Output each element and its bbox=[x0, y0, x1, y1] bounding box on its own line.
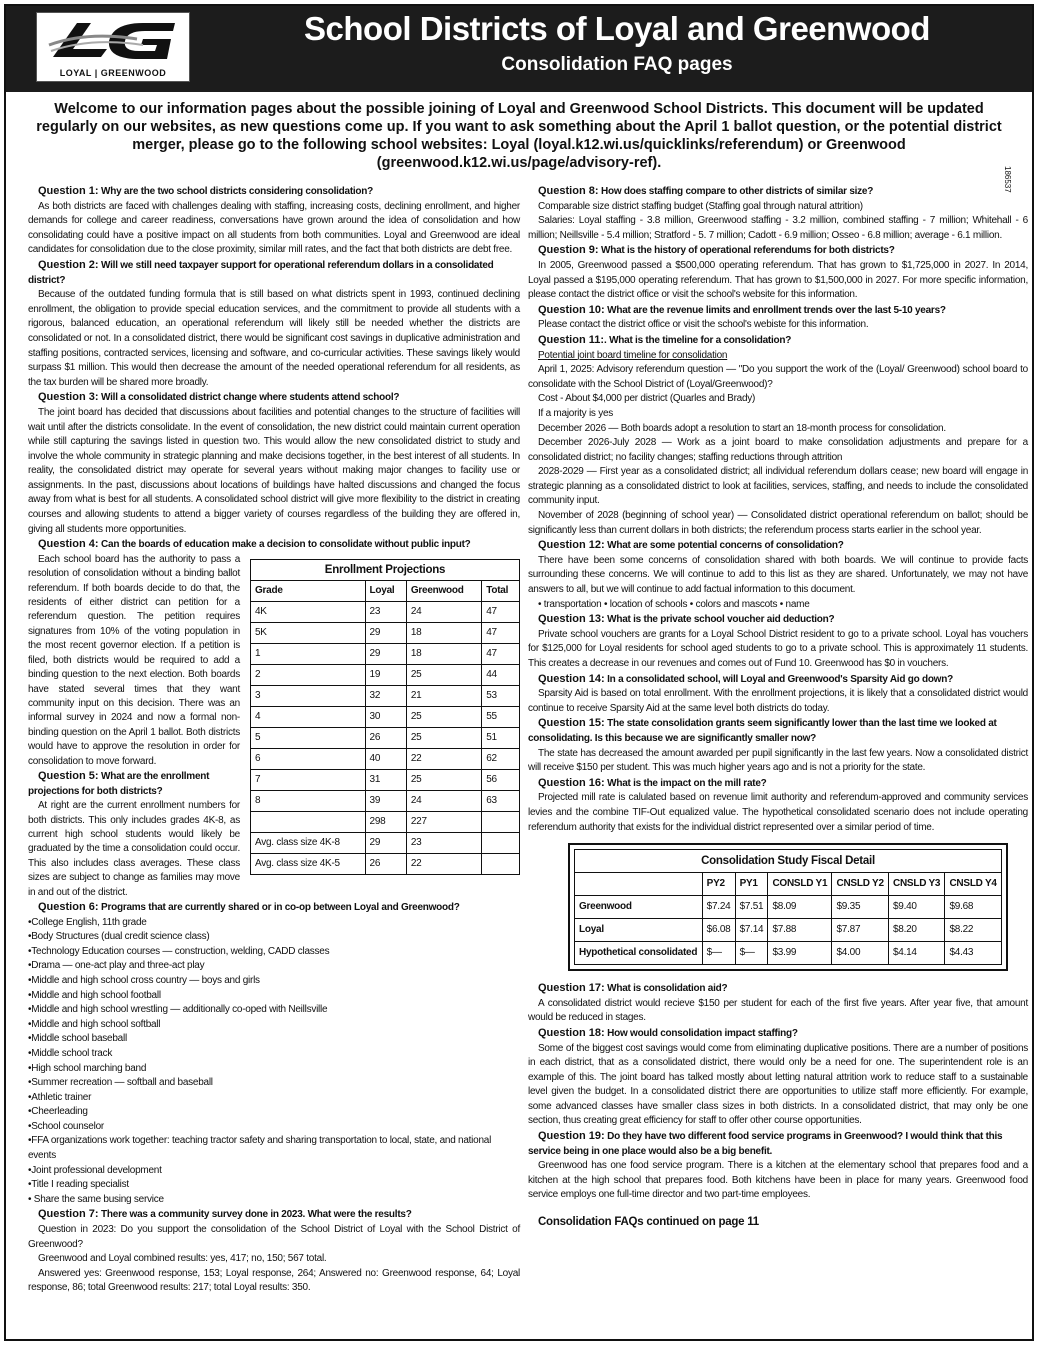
fiscal-header: CNSLD Y3 bbox=[888, 873, 944, 896]
question-15-heading: Question 15: The state consolidation grants seem significantly lower than the last time we looked at consolidating. Is this because we are significantly smaller now? bbox=[528, 717, 997, 744]
program-item: •Drama — one-act play and three-act play bbox=[28, 960, 205, 972]
fiscal-cell: $8.20 bbox=[888, 919, 944, 942]
fiscal-cell: $— bbox=[702, 942, 735, 965]
fiscal-cell: $7.51 bbox=[735, 896, 768, 919]
enrollment-rows bbox=[251, 601, 520, 874]
enrollment-table-title: Enrollment Projections bbox=[251, 559, 520, 580]
enrollment-projections-table bbox=[250, 559, 520, 875]
question-1-heading: Question 1: Why are the two school districts considering consolidation? bbox=[38, 185, 373, 197]
enrollment-cell bbox=[482, 832, 520, 853]
enrollment-cell: 32 bbox=[365, 685, 406, 706]
enrollment-cell: 22 bbox=[406, 748, 481, 769]
question-13-heading: Question 13: What is the private school voucher aid deduction? bbox=[538, 613, 835, 626]
question-4-heading: Question 4: Can the boards of education make a decision to consolidate without public input? bbox=[38, 538, 471, 551]
question-12-body: There have been some concerns of consolidation shared with both boards. We will continue to provide facts surrounding these concerns. We will continue to add to this list as they are shared. Unfortunately, we may not have answers to all, but we will continue to add factual information to this document. bbox=[528, 554, 1028, 596]
question-8-body-1: Comparable size district staffing budget (Staffing goal through natural attrition) bbox=[538, 200, 863, 212]
ad-code: 186537 bbox=[1003, 166, 1012, 193]
fiscal-cell: $9.40 bbox=[888, 896, 944, 919]
fiscal-detail-table bbox=[568, 843, 1008, 971]
fiscal-header: PY2 bbox=[702, 873, 735, 896]
question-16-heading: Question 16: What is the impact on the mill rate? bbox=[538, 776, 767, 789]
enrollment-cell: 30 bbox=[365, 706, 406, 727]
question-17-body: A consolidated district would recieve $150 per student for each of the first five years. After year five, that amount would be reduced in stages. bbox=[528, 997, 1028, 1024]
question-9-heading: Question 9: What is the history of operational referendums for both districts? bbox=[538, 244, 895, 257]
program-item: •Middle and high school football bbox=[28, 989, 161, 1001]
enrollment-cell: 8 bbox=[251, 790, 366, 811]
enrollment-cell: Avg. class size 4K-5 bbox=[251, 853, 366, 874]
question-3-body: The joint board has decided that discussions about facilities and potential changes to the structure of facilities will wait until after the districts consolidate. In the event of consolidation, the new district could maintain current operation while still capturing the savings listed in question two. This would allow the new consolidated district to study and involve the whole community in strategic planning and make decisions together, in the best interest of all students. In reality, the consolidated district may operate for several years without making major changes to facility use or assignments. In the past, discussions about locations of buildings have halted discussions and changed the focus away from what is best for all students. A consolidated school district will give more flexibility to the district in creating courses and allowing students to attend a bigger variety of courses regardless of the building they are offered in, giving all students more opportunities. bbox=[28, 406, 520, 535]
enrollment-cell: 18 bbox=[406, 622, 481, 643]
enrollment-cell: 4K bbox=[251, 601, 366, 622]
fiscal-cell: $4.00 bbox=[832, 942, 888, 965]
fiscal-cell: Hypothetical consolidated bbox=[575, 942, 703, 965]
question-2-heading: Question 2: Will we still need taxpayer support for operational referendum dollars in a consolidated district? bbox=[28, 258, 494, 286]
fiscal-header: PY1 bbox=[735, 873, 768, 896]
enrollment-cell: 3 bbox=[251, 685, 366, 706]
enrollment-cell: 23 bbox=[365, 601, 406, 622]
enrollment-cell: 63 bbox=[482, 790, 520, 811]
enrollment-cell: 6 bbox=[251, 748, 366, 769]
enrollment-cell bbox=[482, 853, 520, 874]
right-column bbox=[528, 184, 1028, 1230]
enrollment-cell: 26 bbox=[365, 727, 406, 748]
program-item: •Middle school baseball bbox=[28, 1033, 127, 1045]
fiscal-header: CNSLD Y2 bbox=[832, 873, 888, 896]
enrollment-row bbox=[251, 769, 520, 790]
program-item: •School counselor bbox=[28, 1120, 104, 1132]
enrollment-header: Grade bbox=[251, 580, 366, 601]
timeline-item: April 1, 2025: Advisory referendum question — "Do you support the work of the (Loyal/ Greenwood) school board to consolidate with the School District of (Loyal/Greenwood)? bbox=[528, 364, 1028, 390]
question-7-body-1: Question in 2023: Do you support the consolidation of the School District of Loyal with the School District of Greenwood? bbox=[28, 1224, 520, 1250]
concerns-list: • transportation • location of schools • colors and mascots • name bbox=[538, 598, 810, 610]
question-7-body-3: Answered yes: Greenwood response, 153; Loyal response, 264; Answered no: Greenwood response, 64; Loyal response, 86; total Greenwood results: 217; total Loyal results: 350. bbox=[28, 1267, 520, 1294]
question-18-body: Some of the biggest cost savings would come from eliminating duplicative positions. There are a number of positions in each district, that as a consolidated district, there would only be a need for one. The superintendent role is an example of this. The joint board has talked mostly about letting natural attrition work to reduce staff to a sustainable level given the budget. In a consolidated district there are opportunities to utilize staff more efficiently. For example, some advanced classes have smaller class sizes in both districts. In a consolidated district, that may only be one section, thus creating great efficiency for staff to offer other course opportunities. bbox=[528, 1042, 1028, 1127]
enrollment-cell: 5K bbox=[251, 622, 366, 643]
enrollment-cell: 227 bbox=[406, 811, 481, 832]
enrollment-cell: 62 bbox=[482, 748, 520, 769]
question-14-body: Sparsity Aid is based on total enrollment. With the enrollment projections, it is likely that a consolidated district would continue to receive Sparsity Aid at the same level both districts do today. bbox=[528, 688, 1028, 714]
enrollment-cell: 25 bbox=[406, 727, 481, 748]
program-item: •Joint professional development bbox=[28, 1164, 162, 1176]
masthead bbox=[6, 6, 1032, 92]
enrollment-header: Loyal bbox=[365, 580, 406, 601]
question-6-heading: Question 6: Programs that are currently shared or in co-op between Loyal and Greenwood? bbox=[38, 900, 460, 913]
timeline-item: December 2026 — Both boards adopt a resolution to start an 18-month process for consolidation. bbox=[538, 422, 946, 434]
timeline-item: December 2026-July 2028 — Work as a joint board to make consolidation adjustments and prepare for a consolidated district; no facility changes; staffing reductions through attrition bbox=[528, 437, 1028, 463]
enrollment-row bbox=[251, 643, 520, 664]
fiscal-header bbox=[575, 873, 703, 896]
question-7-body-2: Greenwood and Loyal combined results: yes, 417; no, 150; 567 total. bbox=[38, 1253, 327, 1265]
question-19-heading: Question 19: Do they have two different food service programs in Greenwood? I would think that this service being in one place would also be a big benefit. bbox=[528, 1130, 1003, 1157]
question-12-heading: Question 12: What are some potential concerns of consolidation? bbox=[538, 539, 844, 552]
question-19-body: Greenwood has one food service program. There is a kitchen at the elementary school that prepares food and a kitchen at the high school that prepares food. Both kitchens have been in place for many years. Greenwood food service employs one full-time director and two part-time employees. bbox=[528, 1160, 1028, 1201]
fiscal-cell: $6.08 bbox=[702, 919, 735, 942]
enrollment-cell: 47 bbox=[482, 643, 520, 664]
fiscal-cell: Loyal bbox=[575, 919, 703, 942]
question-15-body: The state has decreased the amount awarded per pupil significantly in the last few years. Now a consolidated district will receive $150 per student. This was much higher years ago and is not a priority for the state. bbox=[528, 747, 1028, 774]
fiscal-row bbox=[575, 942, 1002, 965]
fiscal-row bbox=[575, 896, 1002, 919]
question-18-heading: Question 18: How would consolidation impact staffing? bbox=[538, 1026, 798, 1039]
enrollment-cell: 26 bbox=[365, 853, 406, 874]
enrollment-header: Greenwood bbox=[406, 580, 481, 601]
enrollment-row bbox=[251, 685, 520, 706]
enrollment-cell: 19 bbox=[365, 664, 406, 685]
enrollment-cell: 47 bbox=[482, 601, 520, 622]
enrollment-cell: 47 bbox=[482, 622, 520, 643]
program-item: •Technology Education courses — construction, welding, CADD classes bbox=[28, 945, 330, 957]
timeline-list bbox=[528, 363, 1028, 538]
enrollment-cell: 51 bbox=[482, 727, 520, 748]
enrollment-cell: 2 bbox=[251, 664, 366, 685]
page-subtitle: Consolidation FAQ pages bbox=[501, 54, 733, 75]
faq-page bbox=[4, 4, 1034, 1341]
question-11-heading: Question 11:. What is the timeline for a consolidation? bbox=[538, 333, 792, 346]
timeline-item: November of 2028 (beginning of school year) — Consolidated district operational referendum on ballot; should be significantly less than current dollars in both districts; the referendum process starts earlier in the school year. bbox=[528, 510, 1028, 536]
fiscal-header: CNSLD Y4 bbox=[945, 873, 1002, 896]
question-10-heading: Question 10: What are the revenue limits and enrollment trends over the last 5-10 years? bbox=[538, 303, 946, 316]
enrollment-cell bbox=[251, 811, 366, 832]
enrollment-header: Total bbox=[482, 580, 520, 601]
fiscal-cell: $7.87 bbox=[832, 919, 888, 942]
fiscal-rows bbox=[575, 896, 1002, 965]
page-title: School Districts of Loyal and Greenwood bbox=[304, 10, 930, 47]
fiscal-cell: $7.24 bbox=[702, 896, 735, 919]
continued-note: Consolidation FAQs continued on page 11 bbox=[538, 1216, 759, 1229]
program-item: •Cheerleading bbox=[28, 1106, 88, 1118]
question-10-body: Please contact the district office or visit the school's webiste for this information. bbox=[538, 319, 869, 331]
enrollment-cell: 56 bbox=[482, 769, 520, 790]
fiscal-row bbox=[575, 919, 1002, 942]
timeline-item: 2028-2029 — First year as a consolidated district; all individual referendum dollars cease; new board will engage in strategic planning as a consolidated district to look at facilities, services, staffing, and needs to include the consolidated community input. bbox=[528, 466, 1028, 507]
logo-caption: LOYAL | GREENWOOD bbox=[59, 68, 167, 78]
fiscal-header-row bbox=[575, 873, 1002, 896]
enrollment-cell: 18 bbox=[406, 643, 481, 664]
enrollment-cell: 55 bbox=[482, 706, 520, 727]
program-item: •Summer recreation — softball and baseball bbox=[28, 1077, 213, 1089]
fiscal-header: CONSLD Y1 bbox=[768, 873, 832, 896]
enrollment-row bbox=[251, 601, 520, 622]
enrollment-cell: 25 bbox=[406, 769, 481, 790]
enrollment-cell bbox=[482, 811, 520, 832]
enrollment-cell: 24 bbox=[406, 601, 481, 622]
program-item: •Middle and high school cross country — boys and girls bbox=[28, 974, 260, 986]
question-5-heading: Question 5: What are the enrollment projections for both districts? bbox=[28, 769, 210, 797]
enrollment-cell: 29 bbox=[365, 832, 406, 853]
fiscal-cell: $4.14 bbox=[888, 942, 944, 965]
enrollment-cell: 40 bbox=[365, 748, 406, 769]
question-14-heading: Question 14: In a consolidated school, will Loyal and Greenwood's Sparsity Aid go down? bbox=[538, 672, 953, 685]
enrollment-row bbox=[251, 853, 520, 874]
question-3-heading: Question 3: Will a consolidated district change where students attend school? bbox=[38, 391, 400, 404]
enrollment-row bbox=[251, 706, 520, 727]
enrollment-cell: 22 bbox=[406, 853, 481, 874]
enrollment-row bbox=[251, 622, 520, 643]
enrollment-cell: 29 bbox=[365, 643, 406, 664]
enrollment-cell: 21 bbox=[406, 685, 481, 706]
enrollment-row bbox=[251, 811, 520, 832]
program-item: •Title I reading specialist bbox=[28, 1179, 129, 1191]
intro-text: Welcome to our information pages about the possible joining of Loyal and Greenwood School Districts. This document will be updated regularly on our websites, as new questions come up. If you want to ask something about the April 1 ballot question, or the potential district merger, please go to the following school websites: Loyal (loyal.k12.wi.us/quicklinks/referendum) or Greenwood (greenwood.k12.wi.us/page/advisory-ref). bbox=[36, 101, 1002, 171]
enrollment-cell: 4 bbox=[251, 706, 366, 727]
enrollment-cell: 44 bbox=[482, 664, 520, 685]
program-item: •Middle and high school wrestling — additionally co-oped with Neillsville bbox=[28, 1004, 328, 1016]
enrollment-cell: 23 bbox=[406, 832, 481, 853]
enrollment-cell: 7 bbox=[251, 769, 366, 790]
timeline-subheading: Potential joint board timeline for consolidation bbox=[538, 349, 728, 361]
enrollment-cell: 31 bbox=[365, 769, 406, 790]
program-item: •College English, 11th grade bbox=[28, 916, 147, 928]
enrollment-cell: Avg. class size 4K-8 bbox=[251, 832, 366, 853]
question-9-body: In 2005, Greenwood passed a $500,000 operating referendum. That has grown to $1,725,000 in 2027. In 2014, Loyal passed a $195,000 operating referendum. That has grown to $1,500,000 in 2027. For more specific information, please contact the district office or visit the school's website for this information. bbox=[528, 259, 1028, 301]
fiscal-table-title: Consolidation Study Fiscal Detail bbox=[575, 850, 1002, 873]
fiscal-cell: $8.22 bbox=[945, 919, 1002, 942]
question-8-body-2: Salaries: Loyal staffing - 3.8 million, Greenwood staffing - 3.2 million, combined staffing - 7 million; Whitehall - 6 million; Neillsville - 5.4 million; Stratford - 5. 7 million; Cadott - 6.9 million; Osseo - 6.8 million; average - 6.1 million. bbox=[528, 215, 1028, 241]
fiscal-cell: $8.09 bbox=[768, 896, 832, 919]
question-8-heading: Question 8: How does staffing compare to other districts of similar size? bbox=[538, 185, 874, 197]
program-item: •Athletic trainer bbox=[28, 1091, 92, 1103]
enrollment-row bbox=[251, 727, 520, 748]
enrollment-cell: 5 bbox=[251, 727, 366, 748]
question-5-body: At right are the current enrollment numbers for both districts. This only includes grades 4K-8, as current high school students would likely be graduated by the time a consolidation could occur. This also includes class averages. These class sizes are subject to change as families may move in and out of the district. bbox=[28, 800, 240, 898]
program-item: •Middle and high school softball bbox=[28, 1018, 161, 1030]
lg-logo-icon bbox=[47, 17, 181, 65]
enrollment-cell: 53 bbox=[482, 685, 520, 706]
enrollment-row bbox=[251, 790, 520, 811]
question-16-body: Projected mill rate is calulated based on revenue limit authority and referendum-approved and community services levies and the combine TIF-Out equalized value. The hypothetical consolidated scenario does not include operating referendum authority that exists for the individual district represented over a similar period of time. bbox=[528, 792, 1028, 833]
question-7-heading: Question 7: There was a community survey done in 2023. What were the results? bbox=[38, 1208, 412, 1221]
program-item: •Middle school track bbox=[28, 1047, 113, 1059]
question-2-body: Because of the outdated funding formula that is still based on what districts spent in 1993, continued declining enrollment, the obligation to provide special education services, and the commitment to provide all students with a rigorous, balanced education, an operational referendum will likely still be needed whether the districts are consolidated or not. In a consolidated district, there would be significant cost savings in duplicative administration and staffing positions, contracted services, licensing and software, and co-curricular activities. These savings likely would surpass $1 million. This would then decrease the amount of the needed operational referendum for all residents, as the tax burden will be shared more broadly. bbox=[28, 289, 520, 388]
question-17-heading: Question 17: What is consolidation aid? bbox=[538, 982, 728, 995]
question-4-body: Each school board has the authority to pass a resolution of consolidation without a binding ballot referendum. If both boards decide to do that, the residents of either district can petition for a referendum question. The petition requires signatures from 10% of the voting population in the most recent governor election. If a petition is filed, both districts would be required to add a binding question to the next election. Both boards have stated several times that they want community input on this decision. There was an informal survey in 2024 and now a formal non-binding question on the April 1 ballot. Both districts would have to approve the resolution in order for consolidation to move forward. bbox=[28, 553, 240, 767]
left-column bbox=[28, 184, 520, 1296]
enrollment-cell: 24 bbox=[406, 790, 481, 811]
question-13-body: Private school vouchers are grants for a Loyal School District resident to go to a private school. Loyal has vouchers for $125,000 for Loyal residents for school aged students to go to a private school. This is approximately 11 students. This creates a decrease in our revenues and comes out of Fund 10. Greenwood has $0 in vouchers. bbox=[528, 628, 1028, 669]
shared-programs-list bbox=[28, 916, 520, 1208]
fiscal-cell: $3.99 bbox=[768, 942, 832, 965]
enrollment-cell: 29 bbox=[365, 622, 406, 643]
enrollment-cell: 25 bbox=[406, 664, 481, 685]
program-item: • Share the same busing service bbox=[28, 1193, 164, 1205]
fiscal-cell: $— bbox=[735, 942, 768, 965]
enrollment-cell: 39 bbox=[365, 790, 406, 811]
enrollment-cell: 25 bbox=[406, 706, 481, 727]
enrollment-cell: 298 bbox=[365, 811, 406, 832]
program-item: •FFA organizations work together: teaching tractor safety and sharing transportation to local, state, and national events bbox=[28, 1135, 492, 1162]
question-1-body: As both districts are faced with challenges dealing with staffing, increasing costs, declining enrollment, and higher demands for college and career readiness, conversations have grown around the idea of consolidation and how consolidating could have a positive impact on all students from both communities. Loyal and Greenwood are ideal candidates for consolidation due to the close proximity, similar mill rates, and the fact that both districts are debt free. bbox=[28, 200, 520, 256]
enrollment-cell: 1 bbox=[251, 643, 366, 664]
district-logo bbox=[36, 12, 190, 82]
fiscal-cell: $9.68 bbox=[945, 896, 1002, 919]
fiscal-cell: $7.88 bbox=[768, 919, 832, 942]
fiscal-cell: $4.43 bbox=[945, 942, 1002, 965]
fiscal-cell: Greenwood bbox=[575, 896, 703, 919]
program-item: •High school marching band bbox=[28, 1062, 147, 1074]
timeline-item: Cost - About $4,000 per district (Quarles and Brady) bbox=[538, 393, 756, 405]
fiscal-cell: $7.14 bbox=[735, 919, 768, 942]
enrollment-row bbox=[251, 832, 520, 853]
fiscal-cell: $9.35 bbox=[832, 896, 888, 919]
program-item: •Body Structures (dual credit science class) bbox=[28, 931, 210, 943]
enrollment-row bbox=[251, 748, 520, 769]
timeline-item: If a majority is yes bbox=[538, 407, 614, 419]
enrollment-row bbox=[251, 664, 520, 685]
